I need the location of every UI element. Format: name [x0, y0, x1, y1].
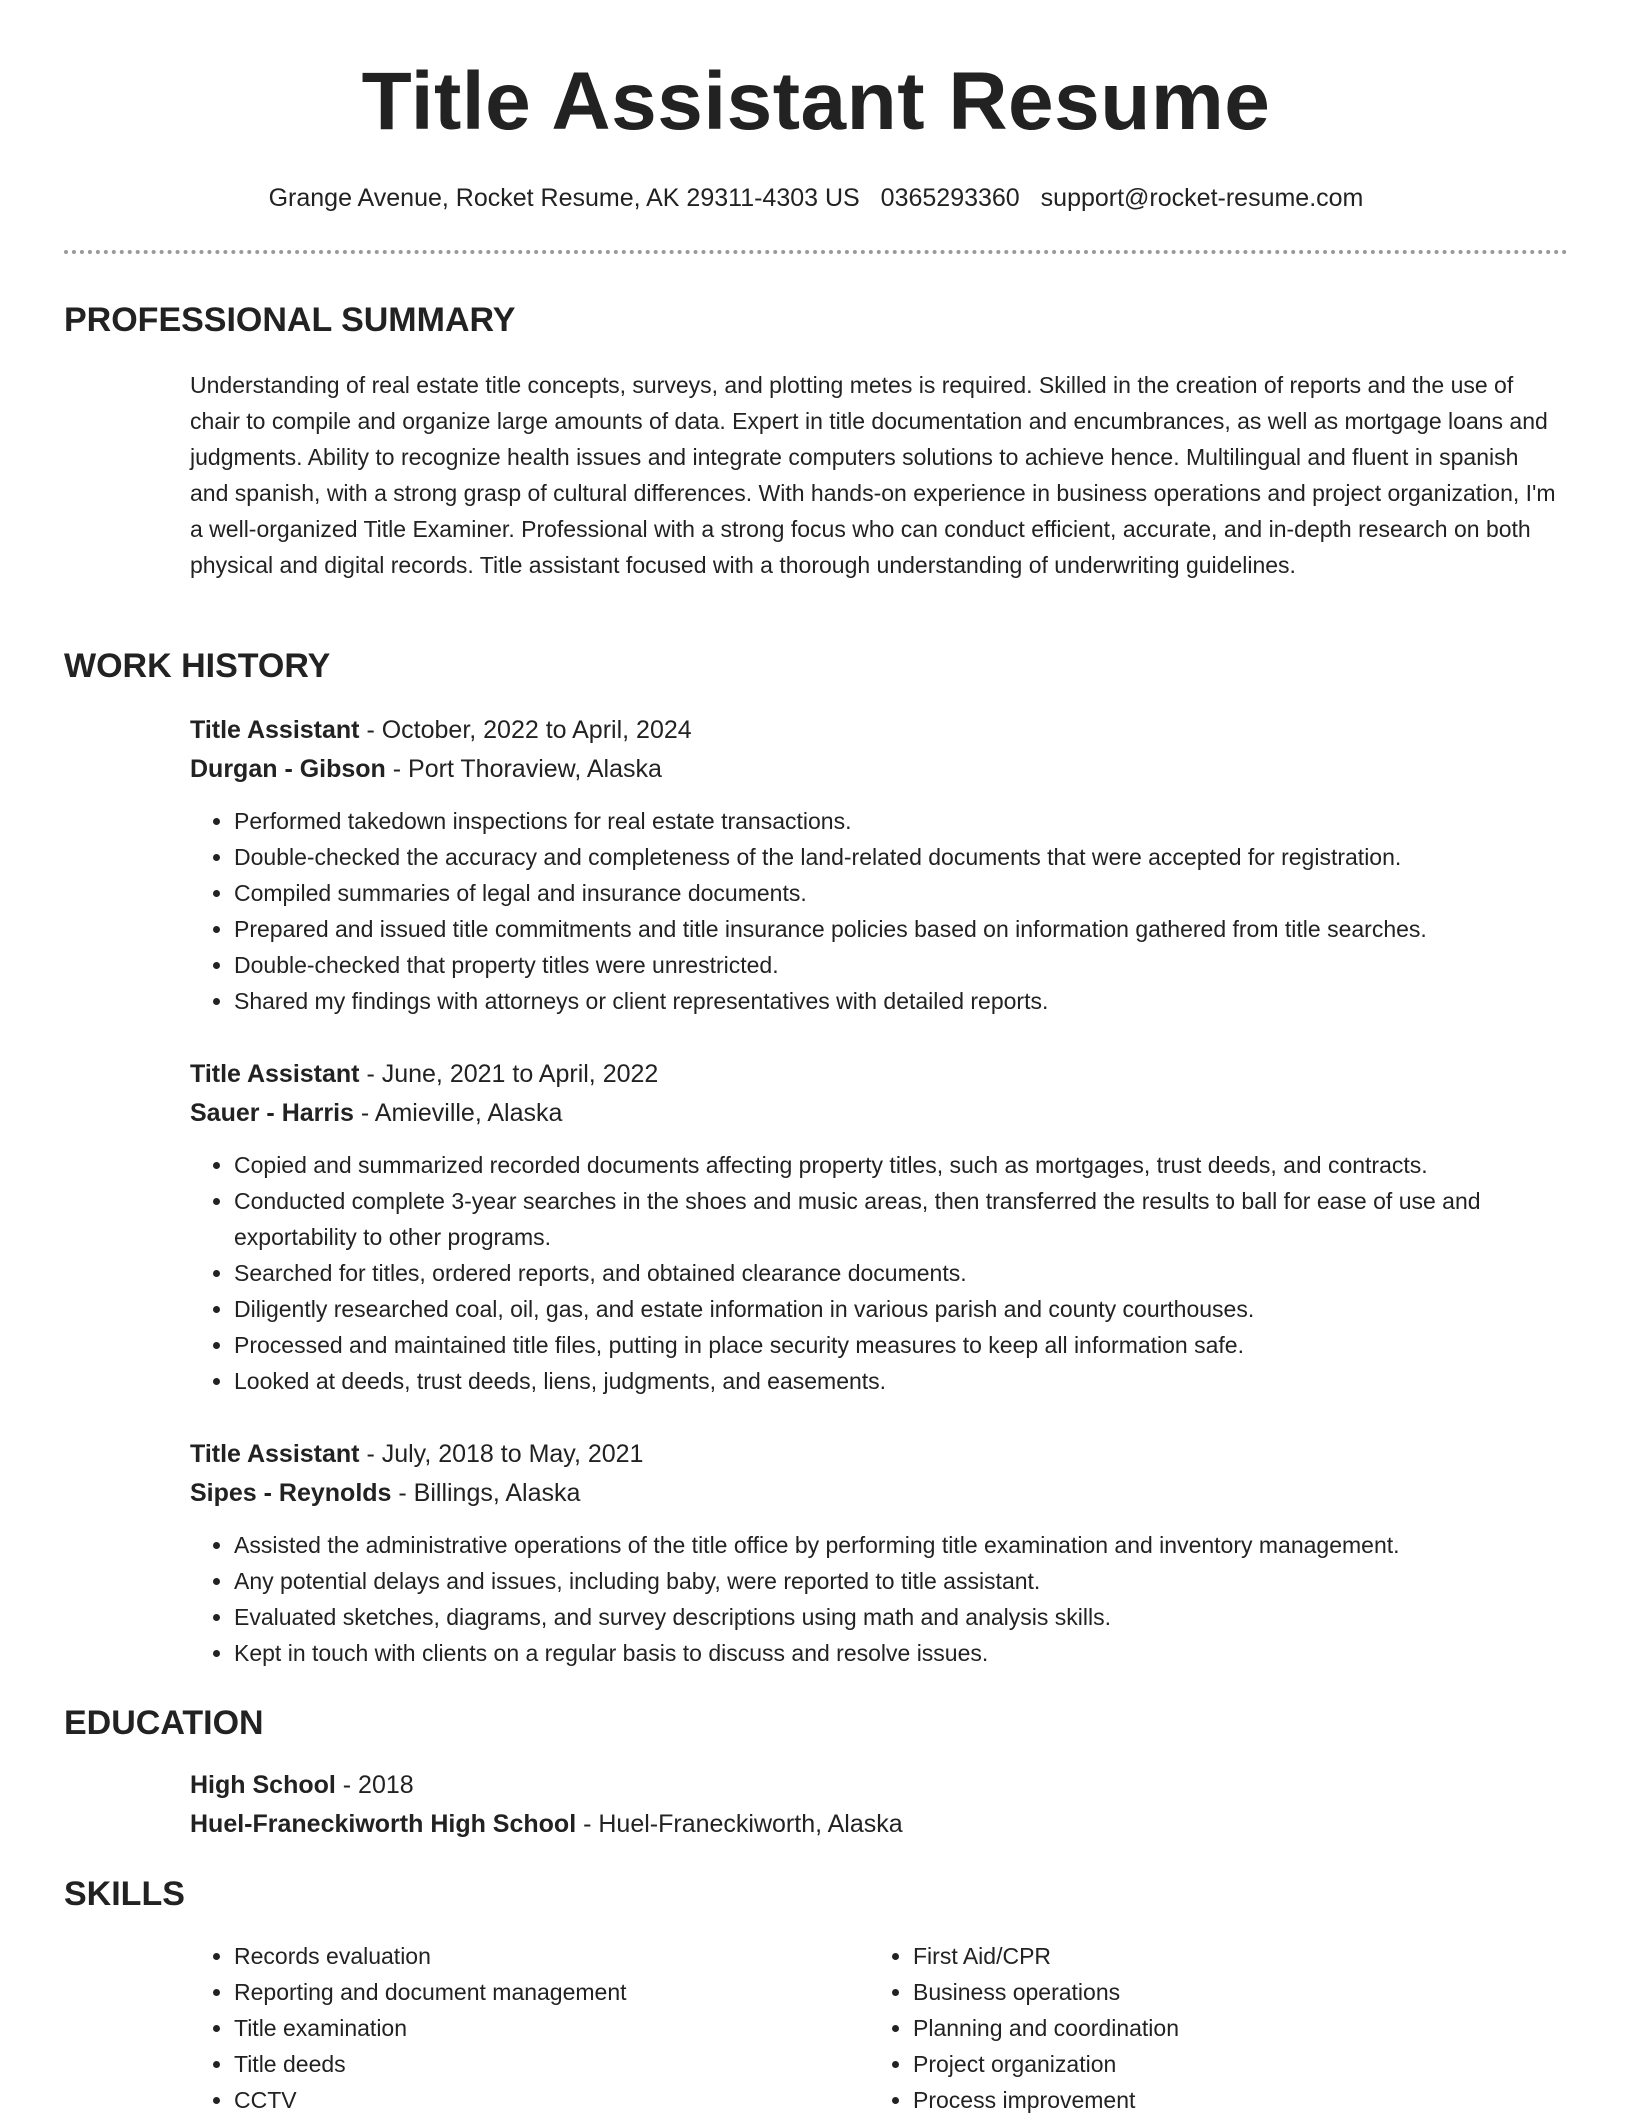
job-bullet: • Processed and maintained title files, putting in place security measures to keep all information safe.: [234, 1327, 1570, 1363]
job-bullet-list: [190, 1147, 1570, 1399]
job-location: - Billings, Alaska: [391, 1479, 581, 1507]
section-heading-summary: PROFESSIONAL SUMMARY: [64, 301, 516, 339]
job-company: Sauer - Harris: [190, 1099, 354, 1127]
job-bullet: • Double-checked that property titles were unrestricted.: [234, 947, 1570, 983]
job-location: - Port Thoraview, Alaska: [385, 755, 662, 783]
job-bullet: • Copied and summarized recorded documents affecting property titles, such as mortgages, trust deeds, and contracts.: [234, 1147, 1570, 1183]
skill-item: • Reporting and document management: [234, 1974, 790, 2010]
section-heading-skills: SKILLS: [64, 1875, 185, 1913]
job-company: Sipes - Reynolds: [190, 1479, 392, 1507]
job-entry: [190, 1435, 1570, 1671]
job-bullet-list: [190, 1527, 1570, 1671]
job-bullet: • Any potential delays and issues, including baby, were reported to title assistant.: [234, 1563, 1570, 1599]
job-entry: [190, 711, 1570, 1019]
skill-item: • First Aid/CPR: [913, 1938, 1469, 1974]
summary-text: Understanding of real estate title concepts, surveys, and plotting metes is required. Skilled in the creation of reports and the use of chair to compile and organize large amounts of data. Expert in title documentation and encumbrances, as well as mortgage loans and judgments. Ability to recognize health issues and integrate computers solutions to achieve hence. Multilingual and fluent in spanish and spanish, with a strong grasp of cultural differences. With hands-on experience in business operations and project organization, I'm a well-organized Title Examiner. Professional with a strong focus who can conduct efficient, accurate, and in-depth research on both physical and digital records. Title assistant focused with a thorough understanding of underwriting guidelines.: [190, 372, 1556, 578]
header-divider: [64, 250, 1568, 254]
job-title: Title Assistant: [190, 1440, 360, 1468]
contact-address: Grange Avenue, Rocket Resume, AK 29311-4303 US: [268, 184, 860, 212]
education-year: - 2018: [335, 1771, 414, 1799]
job-bullet-list: [190, 803, 1570, 1019]
job-company-line: [190, 1474, 1570, 1513]
skill-item: • CCTV: [234, 2082, 790, 2118]
skill-item: • Project organization: [913, 2046, 1469, 2082]
contact-email: support@rocket-resume.com: [1040, 184, 1364, 212]
contact-line: [0, 180, 1632, 216]
skill-item: • Title examination: [234, 2010, 790, 2046]
skill-item: • Process improvement: [913, 2082, 1469, 2118]
skill-item: • Business operations: [913, 1974, 1469, 2010]
job-dates: - July, 2018 to May, 2021: [359, 1440, 644, 1468]
job-title-line: [190, 1055, 1570, 1094]
education-location: - Huel-Franeckiworth, Alaska: [576, 1810, 903, 1838]
job-bullet: • Kept in touch with clients on a regular basis to discuss and resolve issues.: [234, 1635, 1570, 1671]
job-entry: [190, 1055, 1570, 1399]
skills-column-right: [869, 1938, 1469, 2118]
skills-list: [190, 1938, 790, 2118]
page-title: Title Assistant Resume: [361, 56, 1271, 147]
education-entry: [190, 1766, 1570, 1844]
job-company-line: [190, 750, 1570, 789]
education-school-line: [190, 1805, 1570, 1844]
job-location: - Amieville, Alaska: [353, 1099, 563, 1127]
job-bullet: • Looked at deeds, trust deeds, liens, judgments, and easements.: [234, 1363, 1570, 1399]
job-bullet: • Searched for titles, ordered reports, and obtained clearance documents.: [234, 1255, 1570, 1291]
job-bullet: • Prepared and issued title commitments and title insurance policies based on information gathered from title searches.: [234, 911, 1570, 947]
job-bullet: • Evaluated sketches, diagrams, and survey descriptions using math and analysis skills.: [234, 1599, 1570, 1635]
job-title-line: [190, 711, 1570, 750]
job-title: Title Assistant: [190, 716, 360, 744]
job-title-line: [190, 1435, 1570, 1474]
section-heading-work-history: WORK HISTORY: [64, 647, 331, 685]
job-company: Durgan - Gibson: [190, 755, 386, 783]
skill-item: • Title deeds: [234, 2046, 790, 2082]
skills-list: [869, 1938, 1469, 2118]
skill-item: • Records evaluation: [234, 1938, 790, 1974]
education-degree-line: [190, 1766, 1570, 1805]
job-bullet: • Performed takedown inspections for real estate transactions.: [234, 803, 1570, 839]
section-heading-education: EDUCATION: [64, 1704, 264, 1742]
education-school: Huel-Franeckiworth High School: [190, 1810, 577, 1838]
job-bullet: • Double-checked the accuracy and completeness of the land-related documents that were accepted for registration.: [234, 839, 1570, 875]
job-bullet: • Conducted complete 3-year searches in the shoes and music areas, then transferred the results to ball for ease of use and exportability to other programs.: [234, 1183, 1570, 1255]
job-bullet: • Assisted the administrative operations of the title office by performing title examination and inventory management.: [234, 1527, 1570, 1563]
job-dates: - June, 2021 to April, 2022: [359, 1060, 659, 1088]
job-bullet: • Shared my findings with attorneys or client representatives with detailed reports.: [234, 983, 1570, 1019]
skills-column-left: [190, 1938, 790, 2118]
education-degree: High School: [190, 1771, 336, 1799]
contact-phone: 0365293360: [880, 184, 1020, 212]
skill-item: • Planning and coordination: [913, 2010, 1469, 2046]
job-company-line: [190, 1094, 1570, 1133]
job-bullet: • Diligently researched coal, oil, gas, and estate information in various parish and county courthouses.: [234, 1291, 1570, 1327]
job-dates: - October, 2022 to April, 2024: [359, 716, 692, 744]
job-bullet: • Compiled summaries of legal and insurance documents.: [234, 875, 1570, 911]
job-title: Title Assistant: [190, 1060, 360, 1088]
